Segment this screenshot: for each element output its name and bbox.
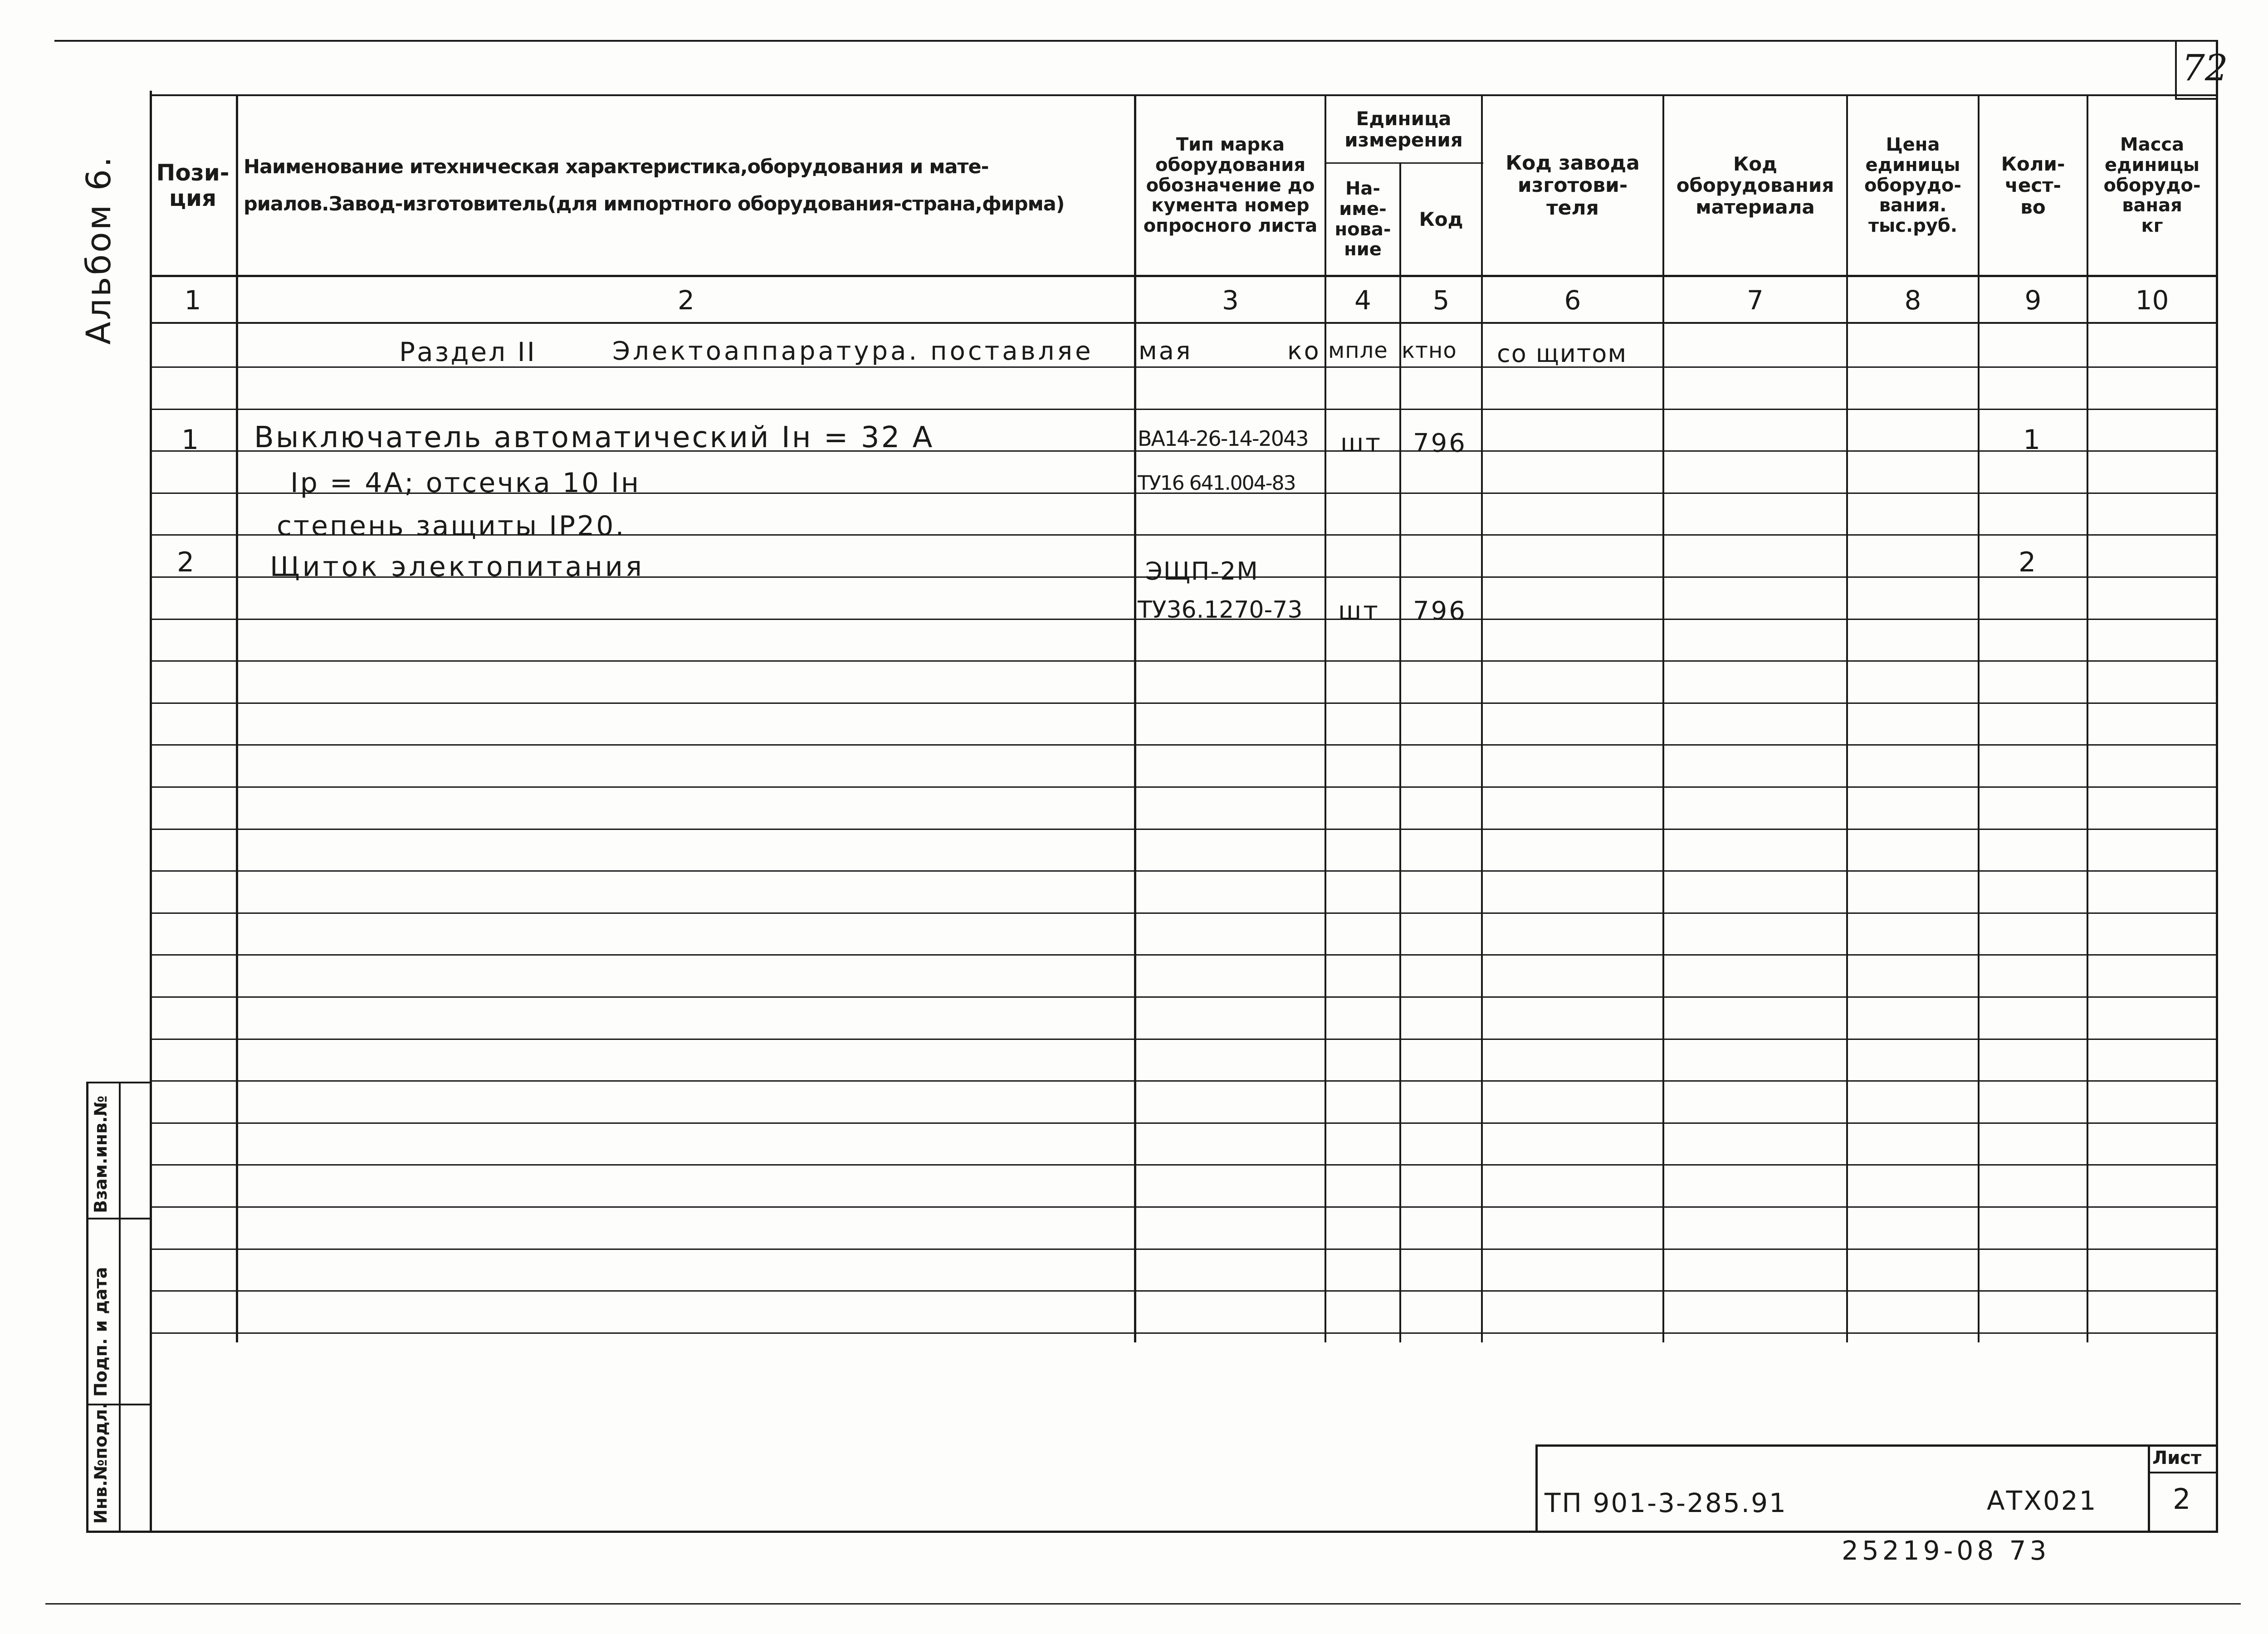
stamp-sheet-number: 2 [2173,1483,2191,1516]
section-title-part5: мпле [1328,338,1388,363]
header-unit-code: Код [1419,208,1463,230]
side-stamp-outer-left [86,1082,88,1533]
row-rule [150,1290,2218,1292]
col-line-8 [1846,94,1848,1342]
header-quantity: Коли- чест- во [2001,153,2065,218]
row-rule [150,1249,2218,1250]
section-title-part7: со щитом [1497,339,1628,368]
page-bottom-edge [45,1603,2241,1605]
header-mass: Масса единицы оборудо- ваная кг [2103,134,2201,237]
row1-code: 796 [1413,429,1467,458]
row1-type: ВА14-26-14-2043 [1138,426,1308,451]
colnum-2: 2 [678,285,694,316]
row1-quantity: 1 [2023,424,2043,456]
album-label: Альбом 6. [79,155,118,345]
page-number-box-left [2175,40,2177,100]
header-material-code: Код оборудования материала [1676,153,1834,218]
row-rule [150,660,2218,662]
stamp-sheet-label: Лист [2152,1448,2202,1468]
colnum-9: 9 [2024,285,2042,316]
numrow-bottom [150,322,2218,324]
col-line-10 [2087,94,2088,1342]
row-rule [150,829,2218,830]
section-title-part6: ктно [1402,338,1457,363]
col-line-9 [1978,94,1980,1342]
row5-code: 796 [1413,596,1467,626]
header-name: Наименование итехническая характеристика,оборудования и мате- риалов.Завод-изготовитель(для импортного оборудования-страна,фирма) [244,155,1065,215]
row-rule [150,702,2218,704]
row1-position: 1 [181,424,201,456]
row3-name: степень защиты IР20. [277,510,626,542]
row-rule [150,409,2218,410]
col-line-6 [1481,94,1483,1342]
row1-unit: шт [1340,429,1382,458]
bottom-number: 25219-08 73 [1842,1535,2050,1566]
row-rule [150,1080,2218,1082]
header-unit-name: На- име- нова- ние [1334,178,1391,260]
colnum-3: 3 [1222,285,1239,316]
row4-name: Щиток электопитания [270,551,645,583]
side-field-inv-no: Инв.№подл. [91,1402,111,1524]
row4-quantity: 2 [2019,546,2038,578]
stamp-top [1535,1444,2218,1447]
colnum-4: 4 [1354,285,1371,316]
row4-type: ЭЩП-2М [1145,557,1259,585]
colnum-1: 1 [184,285,201,316]
colnum-7: 7 [1747,285,1764,316]
header-factory-code: Код завода изготови- теля [1505,151,1640,219]
stamp-left [1535,1444,1538,1533]
col-line-3 [1134,94,1136,1342]
colnum-5: 5 [1432,285,1450,316]
row-rule [150,954,2218,956]
row-rule [150,786,2218,788]
col-line-2 [236,94,238,1342]
header-type: Тип марка оборудования обозначение до кумента номер опросного листа [1143,134,1318,237]
stamp-sheet-code: АТХ021 [1987,1485,2097,1516]
frame-bottom [86,1531,2218,1533]
col-line-4 [1325,94,1326,1342]
row-rule [150,1122,2218,1124]
row-rule [150,870,2218,872]
section-title-part1: Раздел II [399,337,537,367]
row-rule [150,1164,2218,1166]
header-position: Пози- ция [156,160,230,211]
section-title-part2: Электоаппаратура. поставляе [612,337,1094,366]
colnum-10: 10 [2135,285,2169,316]
stamp-sheet-left [2148,1444,2150,1533]
side-stamp-top [86,1082,152,1083]
row-rule [150,912,2218,914]
row5-type: ТУ36.1270-73 [1138,596,1303,624]
row2-name: Iр = 4А; отсечка 10 Iн [290,467,641,499]
colnum-6: 6 [1564,285,1581,316]
stamp-doc-code: ТП 901-3-285.91 [1545,1488,1787,1518]
row-rule [150,744,2218,746]
side-stamp-rule-1 [86,1218,152,1219]
row1-name: Выключатель автоматический Iн = 32 А [254,421,934,454]
row5-unit: шт [1338,596,1380,626]
stamp-sheet-rule [2148,1472,2218,1473]
side-field-sign-date: Подп. и дата [91,1267,111,1397]
row-rule [150,1332,2218,1334]
section-title-part3: мая [1139,337,1193,365]
col-line-7 [1662,94,1664,1342]
row2-type: ТУ16 641.004-83 [1138,472,1295,495]
side-field-replaced-inv: Взам.инв.№ [91,1095,111,1213]
side-stamp-inner-left [119,1082,121,1533]
header-unit: Единица измерения [1344,107,1463,151]
row-rule [150,1206,2218,1208]
col-line-5 [1399,162,1401,1342]
row4-position: 2 [177,546,196,578]
row-rule [150,1039,2218,1040]
header-price: Цена единицы оборудо- вания. тыс.руб. [1864,134,1961,237]
page-number: 72 [2182,47,2228,89]
section-title-part4: ко [1287,337,1321,365]
row-rule [150,996,2218,998]
header-bottom [150,275,2218,277]
colnum-8: 8 [1904,285,1921,316]
top-rule [54,40,2218,42]
